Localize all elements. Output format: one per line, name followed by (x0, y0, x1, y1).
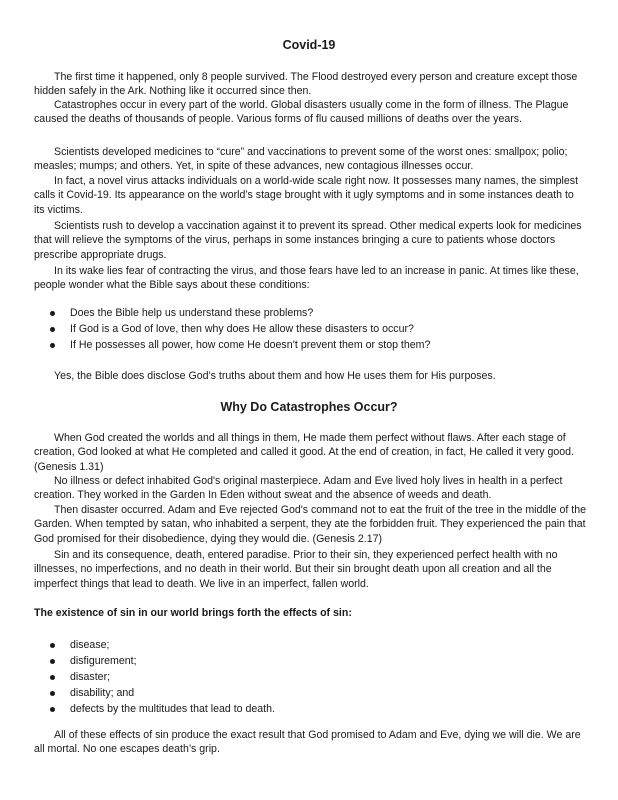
bullet-icon (50, 643, 55, 648)
bullet-icon (50, 343, 55, 348)
body-paragraph: Then disaster occurred. Adam and Eve rejected God's command not to eat the fruit of the tree in the middle of the Garden. When tempted by satan, who inhabited a serpent, they ate the forbidden fruit. They experienced the pain that God promised for their disobedience, dying they would die. (Genesis 2.17) (34, 504, 587, 545)
bullet-icon (50, 311, 55, 316)
list-item-text: disaster; (70, 671, 111, 683)
list-item-text: disease; (70, 639, 110, 651)
question-list (34, 306, 586, 354)
intro-paragraph: Scientists rush to develop a vaccination against it to prevent its spread. Other medical experts look for medicines that will relieve the symptoms of the virus, perhaps in some instances bringing a cure to patients whose doctors prescribe appropriate drugs. (34, 220, 582, 261)
bullet-icon (50, 707, 55, 712)
body-paragraph: Sin and its consequence, death, entered paradise. Prior to their sin, they experienced perfect health with no illnesses, no imperfections, and no death in their world. But their sin brought death upon all creation and all the imperfect things that lead to death. We live in an imperfect, fallen world. (34, 549, 558, 590)
intro-paragraph: In its wake lies fear of contracting the virus, and those fears have led to an increase in panic. At times like these, people wonder what the Bible says about these conditions: (34, 265, 579, 292)
body-paragraph: No illness or defect inhabited God's original masterpiece. Adam and Eve lived holy lives in health in a perfect creation. They worked in the Garden In Eden without sweat and the absence of weeds and death. (34, 475, 563, 502)
list-item (34, 338, 586, 354)
list-item (34, 702, 586, 718)
list-item (34, 322, 586, 338)
list-item-text: If God is a God of love, then why does He allow these disasters to occur? (70, 323, 414, 335)
list-item-text: disfigurement; (70, 655, 137, 667)
list-item-text: If He possesses all power, how come He doesn’t prevent them or stop them? (70, 339, 431, 351)
bullet-icon (50, 691, 55, 696)
list-item (34, 686, 586, 702)
body-paragraph: When God created the worlds and all things in them, He made them perfect without flaws. After each stage of creation, God looked at what He completed and called it good. At the end of creation, in fact, He called it very good. (Genesis 1.31) (34, 432, 575, 473)
list-item (34, 670, 586, 686)
intro-paragraph: Scientists developed medicines to “cure” and vaccinations to prevent some of the worst ones: smallpox; polio; measles; mumps; and others. Yet, in spite of these advances, new contagious illnesses occur. (34, 146, 568, 173)
list-item-text: Does the Bible help us understand these problems? (70, 307, 314, 319)
document-title: Covid-19 (282, 38, 336, 52)
bullet-icon (50, 327, 55, 332)
list-item (34, 306, 586, 322)
closing-paragraph: All of these effects of sin produce the exact result that God promised to Adam and Eve, dying we will die. We are all mortal. No one escapes death’s grip. (34, 729, 581, 756)
list-item (34, 638, 586, 654)
effects-list (34, 638, 586, 718)
intro-paragraph: The first time it happened, only 8 people survived. The Flood destroyed every person and creature except those hidden safely in the Ark. Nothing like it occurred since then. (34, 71, 578, 98)
bullet-icon (50, 659, 55, 664)
list-item-text: disability; and (70, 687, 135, 699)
intro-paragraph: In fact, a novel virus attacks individuals on a world-wide scale right now. It possesses many names, the simplest calls it Covid-19. Its appearance on the world’s stage brought with it ugly symptoms and in some instances death to its victims. (34, 175, 579, 216)
effects-heading: The existence of sin in our world brings forth the effects of sin: (34, 607, 352, 619)
list-item-text: defects by the multitudes that lead to death. (70, 703, 275, 715)
answer-paragraph: Yes, the Bible does disclose God’s truths about them and how He uses them for His purposes. (54, 370, 496, 382)
section-heading: Why Do Catastrophes Occur? (220, 400, 398, 414)
intro-paragraph: Catastrophes occur in every part of the world. Global disasters usually come in the form of illness. The Plague caused the deaths of thousands of people. Various forms of flu caused millions of deaths over the years. (34, 99, 569, 126)
bullet-icon (50, 675, 55, 680)
list-item (34, 654, 586, 670)
